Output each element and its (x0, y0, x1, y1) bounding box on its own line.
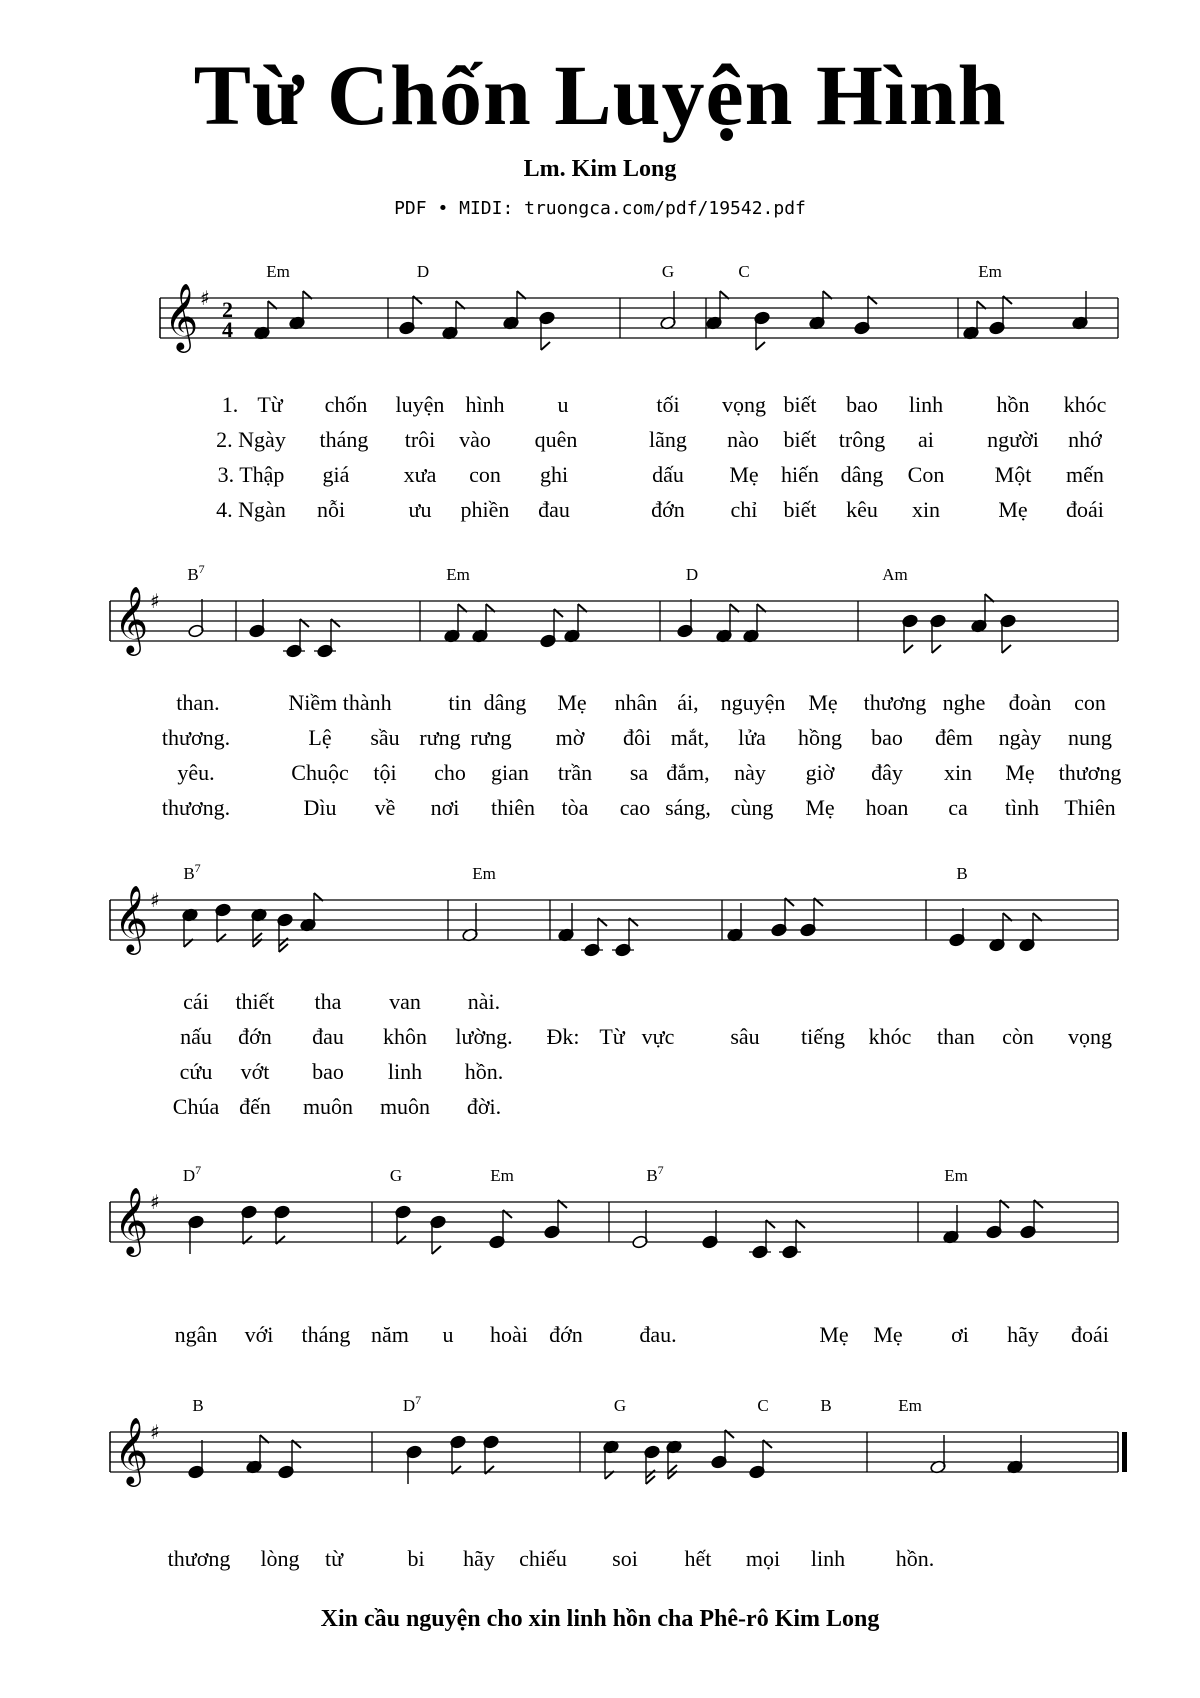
lyric-syllable: từ (324, 1546, 344, 1571)
lyric-syllable: Chuộc (291, 760, 349, 785)
key-signature-sharp: ♯ (150, 888, 160, 912)
lyric-syllable: lòng (260, 1546, 300, 1571)
lyric-syllable: sâu (730, 1024, 760, 1049)
lyric-syllable: giá (322, 462, 350, 487)
note-flag (766, 1220, 775, 1228)
note-flag (432, 1246, 441, 1254)
lyric-syllable: yêu. (177, 760, 215, 785)
lyric-syllable: than (937, 1024, 975, 1049)
lyric-syllable: đêm (935, 725, 973, 750)
chord-symbol: $B^7$ (187, 562, 205, 584)
lyric-syllable: 1. (221, 392, 239, 417)
lyric-syllable: cùng (730, 795, 774, 820)
lyric-syllable: u (442, 1322, 454, 1347)
note-flag (868, 296, 877, 304)
lyric-syllable: trông (838, 427, 886, 452)
lyric-syllable: nấu (180, 1024, 212, 1049)
chord-symbol: D (416, 262, 430, 281)
lyric-syllable: hãy (463, 1546, 495, 1571)
final-barline (1122, 1432, 1127, 1472)
lyric-syllable: còn (1002, 1024, 1034, 1049)
lyric-syllable: ngân (174, 1322, 218, 1347)
lyric-syllable: người (987, 427, 1039, 452)
composer: Lm. Kim Long (523, 156, 677, 182)
lyric-syllable: đoái (1071, 1322, 1109, 1347)
chord-symbol: Em (472, 864, 496, 883)
lyric-syllable: khóc (1063, 392, 1107, 417)
lyric-syllable: Mẹ (805, 795, 835, 820)
lyric-syllable: sầu (370, 725, 400, 750)
lyric-syllable: biết (783, 497, 817, 522)
lyric-syllable: bao (312, 1059, 344, 1084)
treble-clef: 𝄞 (114, 1416, 149, 1484)
lyric-syllable: muôn (302, 1094, 354, 1119)
note-flag (558, 1200, 567, 1208)
lyric-syllable: Lệ (308, 725, 332, 750)
lyric-syllable: Dìu (303, 795, 337, 820)
lyric-syllable: luyện (395, 392, 445, 417)
lyric-syllable: tòa (561, 795, 589, 820)
lyric-syllable: ai (918, 427, 934, 452)
lyric-syllable: hình (465, 392, 505, 417)
lyric-syllable: Mẹ (998, 497, 1028, 522)
lyric-syllable: tin (448, 690, 472, 715)
chord-symbol: D (685, 565, 699, 584)
lyric-syllable: nơi (430, 795, 460, 820)
lyric-syllable: Chúa (172, 1094, 220, 1119)
note-flag (452, 1466, 461, 1474)
lyric-syllable: về (374, 795, 396, 820)
note-flag (1003, 296, 1012, 304)
lyric-syllable: kêu (846, 497, 878, 522)
note-flag (485, 1466, 494, 1474)
chord-symbol: Em (446, 565, 470, 584)
note-flag (785, 898, 794, 906)
lyric-syllable: đời. (466, 1094, 502, 1119)
lyric-syllable: nào (727, 427, 759, 452)
lyric-syllable: Mẹ (729, 462, 759, 487)
lyric-syllable: đớn (651, 497, 685, 522)
note-flag (756, 342, 765, 350)
note-flag (331, 619, 340, 627)
source-link[interactable]: PDF • MIDI: truongca.com/pdf/19542.pdf (394, 198, 806, 219)
lyric-syllable: tiếng (801, 1024, 845, 1049)
lyric-syllable: Niềm thành (288, 690, 392, 715)
lyric-syllable: chiếu (519, 1546, 567, 1571)
lyric-syllable: xin (911, 497, 941, 522)
note-flag (292, 1440, 301, 1448)
treble-clef: 𝄞 (164, 282, 199, 350)
lyric-syllable: tha (314, 989, 342, 1014)
key-signature-sharp: ♯ (150, 1420, 160, 1444)
lyric-syllable: Từ (257, 392, 283, 417)
lyric-syllable: tình (1004, 795, 1040, 820)
lyric-syllable: gian (491, 760, 529, 785)
lyric-syllable: dâng (483, 690, 527, 715)
chord-symbol: C (757, 1396, 769, 1415)
lyric-syllable: trôi (404, 427, 436, 452)
lyric-syllable: con (1074, 690, 1106, 715)
lyric-syllable: hồng (798, 725, 842, 750)
lyric-syllable: nhân (614, 690, 658, 715)
lyric-syllable: con (469, 462, 501, 487)
lyric-syllable: nghe (942, 690, 986, 715)
lyric-syllable: Một (994, 462, 1032, 487)
lyric-syllable: hiến (781, 462, 819, 487)
lyric-syllable: tháng (319, 427, 369, 452)
key-signature-sharp: ♯ (150, 1190, 160, 1214)
lyric-syllable: soi (612, 1546, 638, 1571)
lyric-syllable: tối (656, 392, 680, 417)
lyric-syllable: quên (534, 427, 578, 452)
lyric-syllable: phiền (460, 497, 510, 522)
lyric-syllable: năm (371, 1322, 409, 1347)
note-flag (725, 1430, 734, 1438)
note-flag (217, 934, 226, 942)
lyric-syllable: thương (863, 690, 927, 715)
lyric-syllable: đoàn (1008, 690, 1052, 715)
chord-symbol: G (613, 1396, 627, 1415)
lyric-syllable: Mẹ (557, 690, 587, 715)
lyric-syllable: lãng (649, 427, 687, 452)
song-title: Từ Chốn Luyện Hình (193, 47, 1007, 143)
lyric-syllable: này (734, 760, 766, 785)
lyric-syllable: ca (948, 795, 968, 820)
lyric-syllable: hãy (1007, 1322, 1039, 1347)
lyric-syllable: mờ (555, 725, 585, 750)
lyric-syllable: tội (373, 760, 397, 785)
lyric-syllable: đến (239, 1094, 271, 1119)
lyric-syllable: đau (538, 497, 570, 522)
lyric-syllable: Mẹ (819, 1322, 849, 1347)
lyric-syllable: Thiên (1064, 795, 1116, 820)
lyric-syllable: dâng (840, 462, 884, 487)
lyric-syllable: Đk: (546, 1024, 580, 1049)
note-flag (796, 1220, 805, 1228)
lyric-syllable: thiên (491, 795, 535, 820)
chord-symbol: B (192, 1396, 204, 1415)
lyric-syllable: đoái (1066, 497, 1104, 522)
treble-clef: 𝄞 (114, 1186, 149, 1254)
lyric-syllable: Con (907, 462, 945, 487)
lyric-syllable: giờ (805, 760, 835, 785)
lyric-syllable: hoan (865, 795, 909, 820)
chord-symbol: G (389, 1166, 403, 1185)
lyric-syllable: hồn. (895, 1546, 935, 1571)
time-signature-top: 2 (222, 297, 233, 322)
lyric-syllable: đau. (639, 1322, 677, 1347)
lyric-syllable: 2. Ngày (216, 427, 286, 452)
lyric-syllable: đớn (549, 1322, 583, 1347)
chord-symbol: Em (266, 262, 290, 281)
lyric-syllable: bi (407, 1546, 425, 1571)
lyric-syllable: nài. (467, 989, 501, 1014)
note-flag (413, 296, 422, 304)
lyric-syllable: cái (183, 989, 209, 1014)
note-flag (932, 645, 941, 653)
key-signature-sharp: ♯ (150, 589, 160, 613)
chord-symbol: G (661, 262, 675, 281)
note-flag (554, 609, 563, 617)
lyric-syllable: than. (176, 690, 220, 715)
note-flag (300, 619, 309, 627)
lyric-syllable: bao (871, 725, 903, 750)
chord-symbol: $B^7$ (646, 1163, 664, 1185)
lyric-syllable: hồn. (464, 1059, 504, 1084)
chord-symbol: $D^7$ (182, 1163, 202, 1185)
lyric-syllable: thiết (235, 989, 275, 1014)
lyric-syllable: khóc (868, 1024, 912, 1049)
lyric-syllable: cứu (179, 1059, 213, 1084)
lyric-syllable: Từ (599, 1024, 625, 1049)
lyric-syllable: rưng (470, 725, 512, 750)
chord-symbol: Em (978, 262, 1002, 281)
chord-symbol: $B^7$ (183, 861, 201, 883)
lyric-syllable: sáng, (665, 795, 711, 820)
lyric-syllable: rưng (419, 725, 461, 750)
lyric-syllable: với (244, 1322, 274, 1347)
note-flag (1000, 1200, 1009, 1208)
lyric-syllable: mọi (745, 1546, 781, 1571)
lyric-syllable: Mẹ (808, 690, 838, 715)
lyric-syllable: bao (846, 392, 878, 417)
lyric-syllable: đắm, (666, 760, 710, 785)
note-flag (598, 918, 607, 926)
lyric-syllable: vọng (722, 392, 766, 417)
chord-symbol: B (956, 864, 968, 883)
lyric-syllable: lửa (738, 725, 766, 750)
lyric-syllable: xưa (403, 462, 437, 487)
lyric-syllable: cao (619, 795, 651, 820)
lyric-syllable: mắt, (670, 725, 710, 750)
note-flag (397, 1236, 406, 1244)
lyric-syllable: chỉ (730, 497, 758, 522)
note-flag (541, 342, 550, 350)
lyric-syllable: linh (908, 392, 944, 417)
chord-symbol: B (820, 1396, 832, 1415)
lyric-syllable: van (389, 989, 421, 1014)
lyric-syllable: hoài (490, 1322, 528, 1347)
lyric-syllable: ưu (408, 497, 432, 522)
time-signature-bottom: 4 (222, 317, 233, 342)
treble-clef: 𝄞 (114, 884, 149, 952)
lyric-syllable: nguyện (720, 690, 786, 715)
note-flag (243, 1236, 252, 1244)
lyric-syllable: muôn (379, 1094, 431, 1119)
chord-symbol: C (738, 262, 750, 281)
chord-symbol: Em (944, 1166, 968, 1185)
lyric-syllable: ơi (951, 1322, 969, 1347)
lyric-syllable: trần (557, 760, 593, 785)
lyric-syllable: sa (629, 760, 649, 785)
lyric-syllable: cho (434, 760, 466, 785)
lyric-syllable: thương (167, 1546, 231, 1571)
lyric-syllable: nỗi (316, 497, 346, 522)
lyric-syllable: 3. Thập (217, 462, 285, 487)
lyric-syllable: vực (641, 1024, 675, 1049)
lyric-syllable: hết (684, 1546, 712, 1571)
lyric-syllable: ghi (539, 462, 569, 487)
lyric-syllable: tháng (301, 1322, 351, 1347)
key-signature-sharp: ♯ (200, 286, 210, 310)
lyric-syllable: chốn (324, 392, 368, 417)
note-flag (276, 1236, 285, 1244)
treble-clef: 𝄞 (114, 585, 149, 653)
chord-symbol: Am (882, 565, 908, 584)
lyric-syllable: nhớ (1068, 427, 1102, 452)
lyric-syllable: vọng (1068, 1024, 1112, 1049)
note-flag (814, 898, 823, 906)
lyric-syllable: mến (1066, 462, 1104, 487)
lyric-syllable: ái, (677, 690, 699, 715)
lyric-syllable: linh (387, 1059, 423, 1084)
lyric-syllable: nung (1068, 725, 1112, 750)
lyric-syllable: đây (871, 760, 903, 785)
note-flag (1002, 645, 1011, 653)
note-flag (503, 1210, 512, 1218)
chord-symbol: $D^7$ (402, 1393, 422, 1415)
note-flag (629, 918, 638, 926)
lyric-syllable: thương. (161, 725, 231, 750)
note-flag (1034, 1200, 1043, 1208)
note-flag (763, 1440, 772, 1448)
footer-note: Xin cầu nguyện cho xin linh hồn cha Phê-rô Kim Long (320, 1606, 880, 1632)
lyric-syllable: u (557, 392, 569, 417)
lyric-syllable: Mẹ (873, 1322, 903, 1347)
lyric-syllable: vớt (240, 1059, 270, 1084)
lyric-syllable: hồn (996, 392, 1030, 417)
lyric-syllable: lường. (455, 1024, 513, 1049)
lyric-syllable: 4. Ngàn (216, 497, 286, 522)
lyric-syllable: thương (1058, 760, 1122, 785)
lyric-syllable: biết (783, 427, 817, 452)
lyric-syllable: ngày (998, 725, 1042, 750)
lyric-syllable: thương. (161, 795, 231, 820)
chord-symbol: Em (490, 1166, 514, 1185)
lyric-syllable: đau (312, 1024, 344, 1049)
lyric-syllable: xin (943, 760, 973, 785)
note-flag (904, 645, 913, 653)
chord-symbol: Em (898, 1396, 922, 1415)
lyric-syllable: dấu (652, 462, 684, 487)
lyric-syllable: vào (459, 427, 491, 452)
lyric-syllable: biết (783, 392, 817, 417)
lyric-syllable: Mẹ (1005, 760, 1035, 785)
lyric-syllable: linh (810, 1546, 846, 1571)
lyric-syllable: đớn (238, 1024, 272, 1049)
lyric-syllable: đôi (622, 725, 652, 750)
lyric-syllable: khôn (383, 1024, 427, 1049)
